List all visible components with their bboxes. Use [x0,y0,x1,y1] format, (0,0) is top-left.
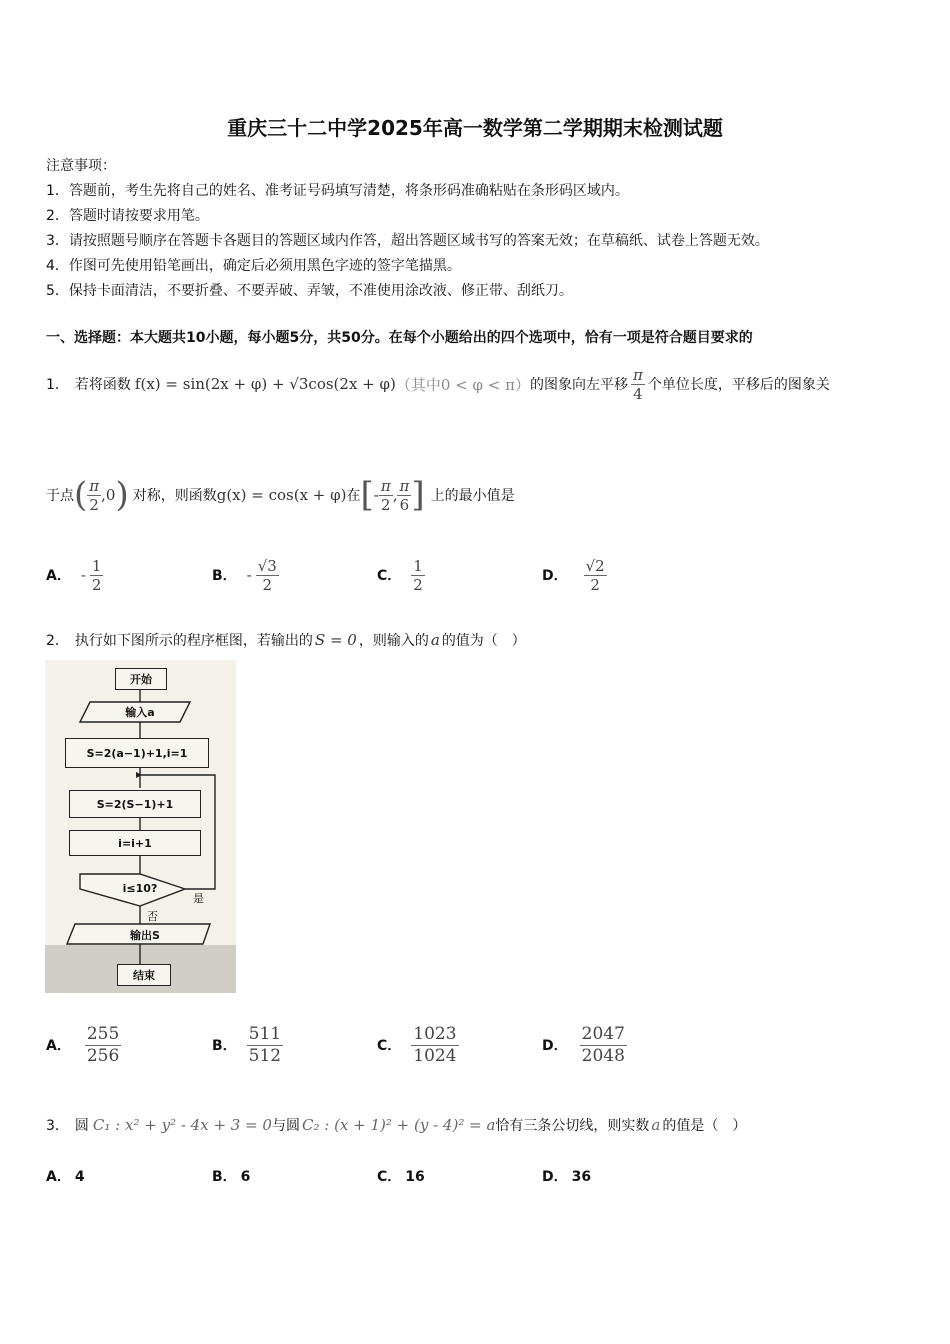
fraction-numerator: 1 [91,556,102,575]
fraction-denominator: 2 [262,575,273,594]
g-function-expression: g(x) = cos(x + φ) [216,486,347,504]
question-1-line-1 [46,364,830,404]
question-text: 个单位长度，平移后的图象关 [647,377,830,393]
shift-fraction [631,366,645,403]
option-d[interactable] [542,1166,591,1186]
option-label: B． [212,1169,237,1185]
note-item: 3．请按照题号顺序在答题卡各题目的答题区域内作答，超出答题区域书写的答案无效；在草稿纸、试卷上答题无效。 [46,233,769,249]
question-number: 3． [46,1118,69,1134]
option-label: A． [46,568,71,584]
comma: , [101,486,106,504]
option-fraction [85,1024,121,1066]
question-text: 的值为（ ） [441,633,526,649]
function-expression: f(x) = sin(2x + φ) + √3cos(2x + φ) [134,375,396,393]
option-d[interactable] [542,552,607,598]
flow-end: 结束 [117,964,171,986]
option-label: A． [46,1169,71,1185]
variable: a [651,1116,661,1134]
output-expression: S = 0 [314,631,357,649]
fraction-denominator: 2 [89,495,99,514]
point-fraction [87,477,101,514]
question-text: 与圆 [271,1118,300,1134]
condition: （其中0 < φ < π） [395,375,530,394]
question-text: 的图象向左平移 [530,377,628,393]
note-item: 4．作图可先使用铅笔画出，确定后必须用黑色字迹的签字笔描黑。 [46,258,461,274]
fraction-numerator: √2 [585,556,605,575]
flow-start: 开始 [115,668,167,690]
question-text: 于点 [46,488,74,504]
fraction-numerator: π [399,476,410,495]
question-text: 的值是（ ） [662,1118,747,1134]
paren-close: ) [115,475,129,515]
fraction-numerator: π [89,476,100,495]
fraction-numerator: π [380,476,391,495]
option-fraction [580,1024,627,1066]
option-b[interactable] [212,1020,283,1070]
fraction-numerator: 1 [413,556,423,575]
option-label: C． [377,568,402,584]
question-text: 若将函数 [74,377,131,393]
option-a[interactable] [46,552,103,598]
option-fraction [256,557,279,594]
fraction-numerator: 255 [86,1024,120,1045]
interval-right-fraction [397,477,411,514]
fraction-numerator: √3 [257,556,277,575]
option-a[interactable] [46,1166,85,1186]
option-label: D． [542,568,568,584]
fraction-denominator: 2 [413,575,423,594]
comma: , [392,486,398,504]
question-text: 恰有三条公切线，则实数 [495,1118,650,1134]
option-c[interactable] [377,1166,425,1186]
point-y: 0 [105,486,116,504]
fraction-denominator: 4 [633,384,643,403]
option-value: 6 [240,1169,251,1185]
bracket-close: ] [411,475,425,515]
fraction-denominator: 512 [248,1045,282,1066]
input-variable: a [430,631,440,649]
option-label: C． [377,1038,402,1054]
option-label: B． [212,568,237,584]
question-text: 对称，则函数 [132,488,217,504]
option-fraction [411,1024,458,1066]
flow-condition: i≤10? [122,882,158,895]
flow-no-label: 否 [147,910,158,923]
fraction-denominator: 2 [381,495,391,514]
option-c[interactable] [377,1020,459,1070]
note-item: 1．答题前，考生先将自己的姓名、准考证号码填写清楚，将条形码准确粘贴在条形码区域内。 [46,183,629,199]
note-item: 5．保持卡面清洁，不要折叠、不要弄破、弄皱，不准使用涂改液、修正带、刮纸刀。 [46,283,573,299]
fraction-numerator: 511 [248,1024,282,1045]
option-label: D． [542,1169,568,1185]
question-3 [46,1110,746,1140]
question-1-line-2 [46,470,515,520]
fraction-denominator: 6 [399,495,410,514]
option-label: A． [46,1038,71,1054]
question-number: 2． [46,633,69,649]
question-text: ，则输入的 [358,633,429,649]
option-d[interactable] [542,1020,627,1070]
option-label: C． [377,1169,402,1185]
question-text: 上的最小值是 [430,488,515,504]
interval-left-fraction [379,477,393,514]
minus-sign: - [373,486,379,504]
option-c[interactable] [377,552,425,598]
flow-init: S=2(a−1)+1,i=1 [65,738,209,768]
option-fraction [411,557,425,594]
fraction-denominator: 256 [86,1045,120,1066]
question-text: 执行如下图所示的程序框图，若输出的 [74,633,313,649]
option-b[interactable] [212,1166,250,1186]
flow-output: 输出S [130,929,160,942]
question-number: 1． [46,377,69,393]
option-value: 4 [74,1169,85,1185]
option-sign: - [80,566,86,584]
bracket-open: [ [360,475,374,515]
option-fraction [584,557,607,594]
option-fraction [90,557,104,594]
fraction-denominator: 2048 [581,1045,625,1066]
option-b[interactable] [212,552,279,598]
option-label: B． [212,1038,237,1054]
question-text: 在 [346,488,361,504]
option-fraction [247,1024,283,1066]
fraction-numerator: 1023 [413,1024,457,1045]
section-heading: 一、选择题：本大题共10小题，每小题5分，共50分。在每个小题给出的四个选项中，恰有一项是符合题目要求的 [46,330,753,346]
page-title: 重庆三十二中学2025年高一数学第二学期期末检测试题 [227,116,723,140]
fraction-numerator: π [633,365,643,384]
flowchart [45,660,236,993]
flow-yes-label: 是 [193,892,204,905]
question-2 [46,630,526,650]
fraction-denominator: 2 [91,575,102,594]
flow-input: 输入a [125,706,155,719]
option-value: 16 [405,1169,425,1185]
fraction-denominator: 2 [590,575,600,594]
option-a[interactable] [46,1020,121,1070]
note-item: 2．答题时请按要求用笔。 [46,208,209,224]
question-text: 圆 [74,1118,89,1134]
notes-heading: 注意事项： [46,158,116,174]
paren-open: ( [74,475,88,515]
option-value: 36 [571,1169,592,1185]
option-sign: - [246,566,252,584]
circle-1-equation: C₁ : x² + y² - 4x + 3 = 0 [92,1116,272,1134]
option-label: D． [542,1038,568,1054]
fraction-denominator: 1024 [413,1045,457,1066]
fraction-numerator: 2047 [581,1024,625,1045]
arrow-icon [136,772,142,778]
circle-2-equation: C₂ : (x + 1)² + (y - 4)² = a [301,1116,496,1134]
flow-step: S=2(S−1)+1 [69,790,201,818]
flow-increment: i=i+1 [69,830,201,856]
